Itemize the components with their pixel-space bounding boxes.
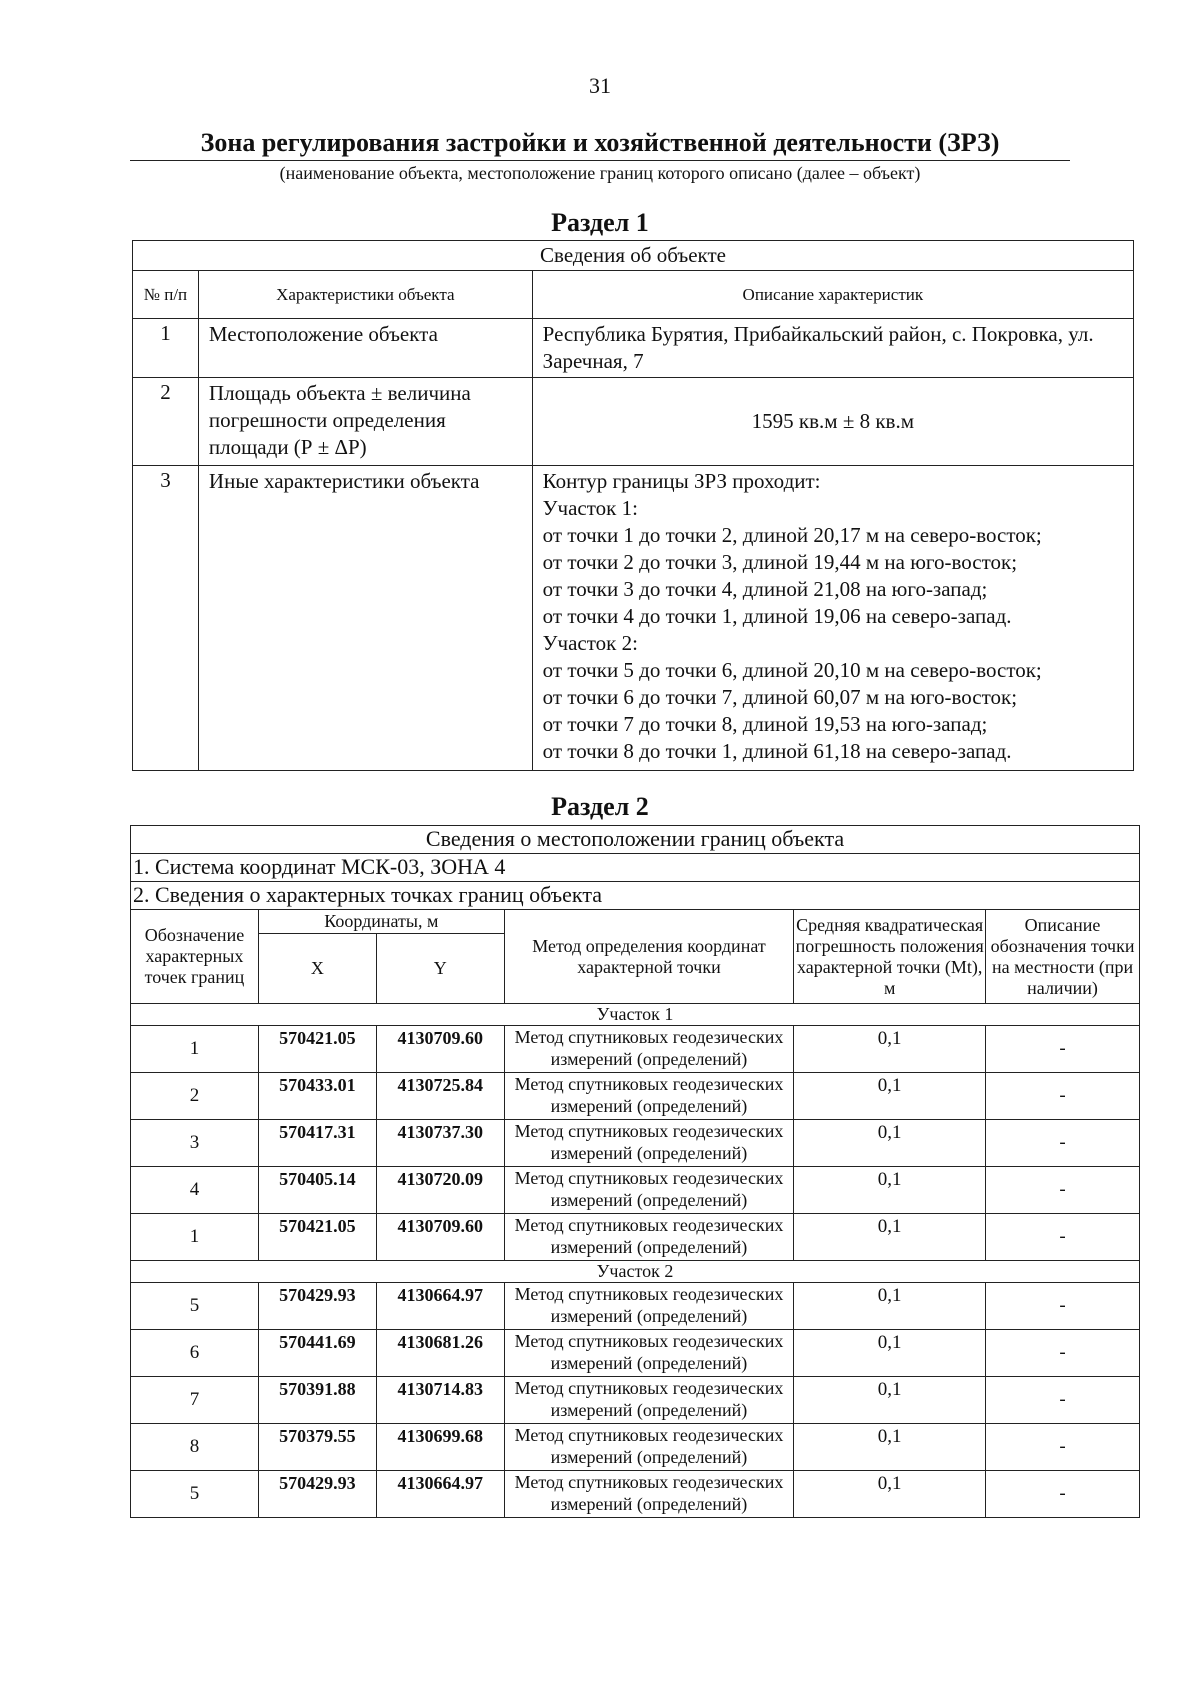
point-description: -: [986, 1120, 1140, 1167]
col-header-num: № п/п: [133, 271, 199, 319]
row-characteristic: Площадь объекта ± величина погрешности определения площади (Р ± ΔР): [198, 378, 532, 466]
description-line: от точки 3 до точки 4, длиной 21,08 на юго-запад;: [542, 577, 988, 601]
description-line: от точки 2 до точки 3, длиной 19,44 м на юго-восток;: [542, 550, 1018, 574]
method: Метод спутниковых геодезических измерений (определений): [504, 1026, 794, 1073]
coord-y: 4130699.68: [376, 1424, 504, 1471]
point-description: -: [986, 1026, 1140, 1073]
coord-y: 4130664.97: [376, 1471, 504, 1518]
error-value: 0,1: [794, 1283, 986, 1330]
coord-y: 4130681.26: [376, 1330, 504, 1377]
coord-y: 4130720.09: [376, 1167, 504, 1214]
col-header-characteristic: Характеристики объекта: [198, 271, 532, 319]
point-id: 3: [131, 1120, 259, 1167]
coord-x: 570421.05: [258, 1026, 376, 1073]
method: Метод спутниковых геодезических измерений (определений): [504, 1214, 794, 1261]
coord-y: 4130709.60: [376, 1214, 504, 1261]
description-line: от точки 5 до точки 6, длиной 20,10 м на северо-восток;: [542, 658, 1042, 682]
table-row: [131, 1167, 1140, 1214]
coord-y: 4130725.84: [376, 1073, 504, 1120]
method: Метод спутниковых геодезических измерений (определений): [504, 1073, 794, 1120]
table-row: [131, 1073, 1140, 1120]
title-underline: [130, 160, 1070, 161]
table-row: [131, 1214, 1140, 1261]
col-header-x: X: [258, 934, 376, 1004]
point-description: -: [986, 1330, 1140, 1377]
section1-title: Раздел 1: [551, 208, 649, 237]
col-header-error: Средняя квадратическая погрешность положения характерной точки (Mt), м: [794, 910, 986, 1004]
table-row: [133, 466, 1134, 771]
point-description: -: [986, 1471, 1140, 1518]
method: Метод спутниковых геодезических измерений (определений): [504, 1377, 794, 1424]
point-id: 5: [131, 1283, 259, 1330]
error-value: 0,1: [794, 1073, 986, 1120]
col-header-y: Y: [376, 934, 504, 1004]
error-value: 0,1: [794, 1377, 986, 1424]
row-description-lines: [532, 466, 1133, 771]
table-row: [131, 1330, 1140, 1377]
page-subtitle: (наименование объекта, местоположение границ которого описано (далее – объект): [279, 163, 921, 183]
coord-x: 570433.01: [258, 1073, 376, 1120]
point-id: 1: [131, 1214, 259, 1261]
coordinate-system-row: 1. Система координат МСК-03, ЗОНА 4: [131, 854, 1140, 882]
error-value: 0,1: [794, 1471, 986, 1518]
point-description: -: [986, 1283, 1140, 1330]
method: Метод спутниковых геодезических измерений (определений): [504, 1120, 794, 1167]
row-description: Республика Бурятия, Прибайкальский район, с. Покровка, ул. Заречная, 7: [532, 319, 1133, 378]
error-value: 0,1: [794, 1330, 986, 1377]
method: Метод спутниковых геодезических измерений (определений): [504, 1424, 794, 1471]
description-line: от точки 6 до точки 7, длиной 60,07 м на юго-восток;: [542, 685, 1018, 709]
table-row: [131, 1283, 1140, 1330]
col-header-method: Метод определения координат характерной точки: [504, 910, 794, 1004]
col-header-description: Описание характеристик: [532, 271, 1133, 319]
table-row: [133, 319, 1134, 378]
point-description: -: [986, 1073, 1140, 1120]
row-description: 1595 кв.м ± 8 кв.м: [532, 378, 1133, 466]
error-value: 0,1: [794, 1214, 986, 1261]
col-header-description: Описание обозначения точки на местности (при наличии): [986, 910, 1140, 1004]
description-line: Контур границы ЗРЗ проходит:: [542, 469, 821, 493]
method: Метод спутниковых геодезических измерений (определений): [504, 1471, 794, 1518]
coord-y: 4130709.60: [376, 1026, 504, 1073]
point-description: -: [986, 1214, 1140, 1261]
description-line: от точки 7 до точки 8, длиной 19,53 на юго-запад;: [542, 712, 988, 736]
description-line: от точки 8 до точки 1, длиной 61,18 на северо-запад.: [542, 739, 1012, 763]
part-label: Участок 2: [131, 1261, 1140, 1283]
row-num: 3: [133, 466, 199, 771]
table-row: [131, 1424, 1140, 1471]
description-line: Участок 2:: [542, 631, 638, 655]
point-id: 5: [131, 1471, 259, 1518]
table-row: [133, 378, 1134, 466]
col-header-coords: Координаты, м: [258, 910, 504, 934]
point-description: -: [986, 1424, 1140, 1471]
point-description: -: [986, 1167, 1140, 1214]
row-characteristic: Иные характеристики объекта: [198, 466, 532, 771]
error-value: 0,1: [794, 1167, 986, 1214]
section1-caption: Сведения об объекте: [133, 241, 1134, 271]
error-value: 0,1: [794, 1026, 986, 1073]
section2-caption: Сведения о местоположении границ объекта: [131, 826, 1140, 854]
coord-x: 570391.88: [258, 1377, 376, 1424]
coord-x: 570429.93: [258, 1471, 376, 1518]
error-value: 0,1: [794, 1120, 986, 1167]
coord-x: 570405.14: [258, 1167, 376, 1214]
point-id: 6: [131, 1330, 259, 1377]
page-title: Зона регулирования застройки и хозяйственной деятельности (ЗРЗ): [200, 128, 1000, 157]
point-id: 1: [131, 1026, 259, 1073]
method: Метод спутниковых геодезических измерений (определений): [504, 1330, 794, 1377]
row-characteristic: Местоположение объекта: [198, 319, 532, 378]
point-description: -: [986, 1377, 1140, 1424]
table-row: [131, 1471, 1140, 1518]
point-id: 7: [131, 1377, 259, 1424]
coord-y: 4130714.83: [376, 1377, 504, 1424]
description-line: от точки 1 до точки 2, длиной 20,17 м на северо-восток;: [542, 523, 1042, 547]
coord-x: 570379.55: [258, 1424, 376, 1471]
part-label: Участок 1: [131, 1004, 1140, 1026]
method: Метод спутниковых геодезических измерений (определений): [504, 1167, 794, 1214]
description-line: Участок 1:: [542, 496, 638, 520]
section2-table: [130, 825, 1140, 1518]
table-row: [131, 1026, 1140, 1073]
table-row: [131, 1120, 1140, 1167]
description-line: от точки 4 до точки 1, длиной 19,06 на северо-запад.: [542, 604, 1012, 628]
section1-table: [132, 240, 1134, 771]
row-num: 2: [133, 378, 199, 466]
method: Метод спутниковых геодезических измерений (определений): [504, 1283, 794, 1330]
page-number: 31: [589, 73, 611, 98]
section2-title: Раздел 2: [551, 792, 649, 821]
coord-x: 570441.69: [258, 1330, 376, 1377]
point-id: 8: [131, 1424, 259, 1471]
point-id: 2: [131, 1073, 259, 1120]
coord-x: 570421.05: [258, 1214, 376, 1261]
point-id: 4: [131, 1167, 259, 1214]
table-row: [131, 1377, 1140, 1424]
coord-x: 570417.31: [258, 1120, 376, 1167]
coord-y: 4130737.30: [376, 1120, 504, 1167]
col-header-point: Обозначение характерных точек границ: [131, 910, 259, 1004]
row-num: 1: [133, 319, 199, 378]
coord-y: 4130664.97: [376, 1283, 504, 1330]
error-value: 0,1: [794, 1424, 986, 1471]
points-info-row: 2. Сведения о характерных точках границ объекта: [131, 882, 1140, 910]
coord-x: 570429.93: [258, 1283, 376, 1330]
